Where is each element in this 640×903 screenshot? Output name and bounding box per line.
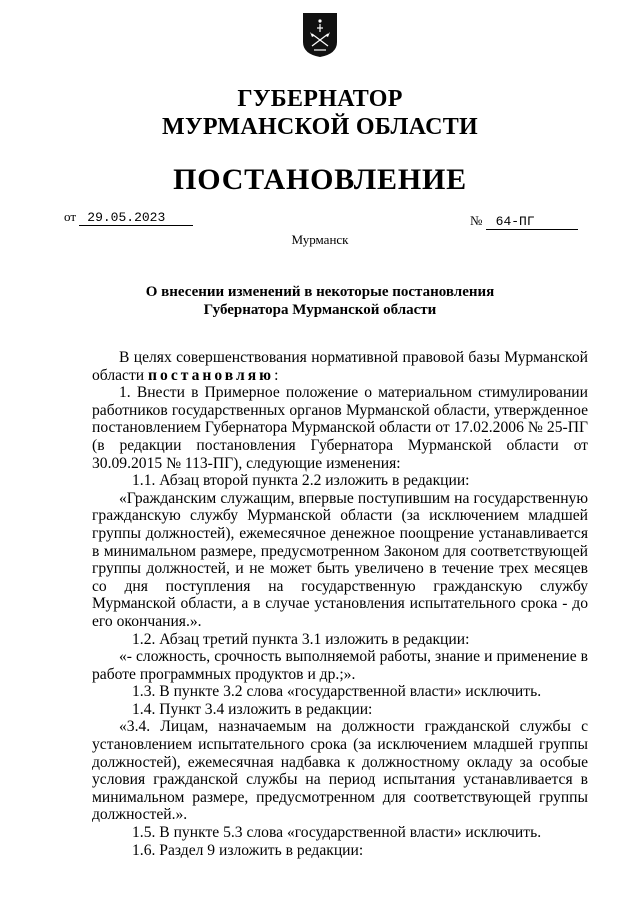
- coat-of-arms-emblem: [302, 12, 338, 58]
- decree-word: постановляю: [148, 366, 275, 384]
- paragraph-1-1: 1.1. Абзац второй пункта 2.2 изложить в редакции:: [132, 472, 470, 490]
- intro-text: В целях совершенствования нормативной правовой базы Мурманской области: [92, 349, 588, 384]
- intro-paragraph: [92, 349, 588, 384]
- paragraph-1-3: 1.3. В пункте 3.2 слова «государственной власти» исключить.: [132, 683, 542, 701]
- document-body: [92, 349, 588, 859]
- title-line-1: О внесении изменений в некоторые постановления: [145, 284, 495, 300]
- document-number: [470, 213, 578, 230]
- paragraph-1-4: 1.4. Пункт 3.4 изложить в редакции:: [132, 700, 373, 718]
- paragraph-1-2-quote: «- сложность, срочность выполняемой работы, знание и применение в работе программных продуктов и др.;».: [92, 648, 588, 683]
- number-label: №: [470, 213, 483, 228]
- paragraph-1-2: 1.2. Абзац третий пункта 3.1 изложить в редакции:: [132, 630, 470, 648]
- city-name: Мурманск: [291, 232, 349, 247]
- paragraph-1-6: 1.6. Раздел 9 изложить в редакции:: [132, 841, 364, 859]
- paragraph-1-1-quote: «Гражданским служащим, впервые поступившим на государственную гражданскую службу Мурманской области (за исключением младшей группы должностей), ежемесячное денежное поощрение устанавливается в минимальном размере, предусмотренном Законом для соответствующей группы должностей, и не может быть увеличено в течение трех месяцев со дня поступления на государственную гражданскую службу Мурманской области, а в случае установления испытательного срока - до его окончания.».: [92, 489, 588, 630]
- document-type-heading: ПОСТАНОВЛЕНИЕ: [173, 163, 467, 196]
- title-line-2: Губернатора Мурманской области: [203, 302, 437, 318]
- date-label: от: [64, 209, 77, 224]
- paragraph-1: 1. Внести в Примерное положение о материальном стимулировании работников государственных органов Мурманской области, утвержденное постановлением Губернатора Мурманской области от 17.02.2006 № 25-ПГ (в редакции постановления Губернатора Мурманской области от 30.09.2015 № 113-ПГ), следующие изменения:: [92, 384, 588, 472]
- number-value: 64-ПГ: [486, 214, 578, 230]
- coat-of-arms-icon: [302, 12, 338, 58]
- document-title: [0, 283, 640, 319]
- issuer-title-line-2: МУРМАНСКОЙ ОБЛАСТИ: [162, 114, 478, 140]
- issuer-title-line-1: ГУБЕРНАТОР: [237, 86, 403, 112]
- document-date: [64, 209, 193, 226]
- date-value: 29.05.2023: [79, 210, 193, 226]
- paragraph-1-4-quote: «3.4. Лицам, назначаемым на должности гражданской службы с установлением испытательного срока (за исключением младшей группы должностей), ежемесячная надбавка к должностному окладу за особые условия гражданской службы на период испытания устанавливается в минимальном размере, предусмотренном для соответствующей группы должностей.».: [92, 718, 588, 824]
- paragraph-1-5: 1.5. В пункте 5.3 слова «государственной власти» исключить.: [132, 824, 542, 842]
- decree-suffix: :: [274, 366, 279, 384]
